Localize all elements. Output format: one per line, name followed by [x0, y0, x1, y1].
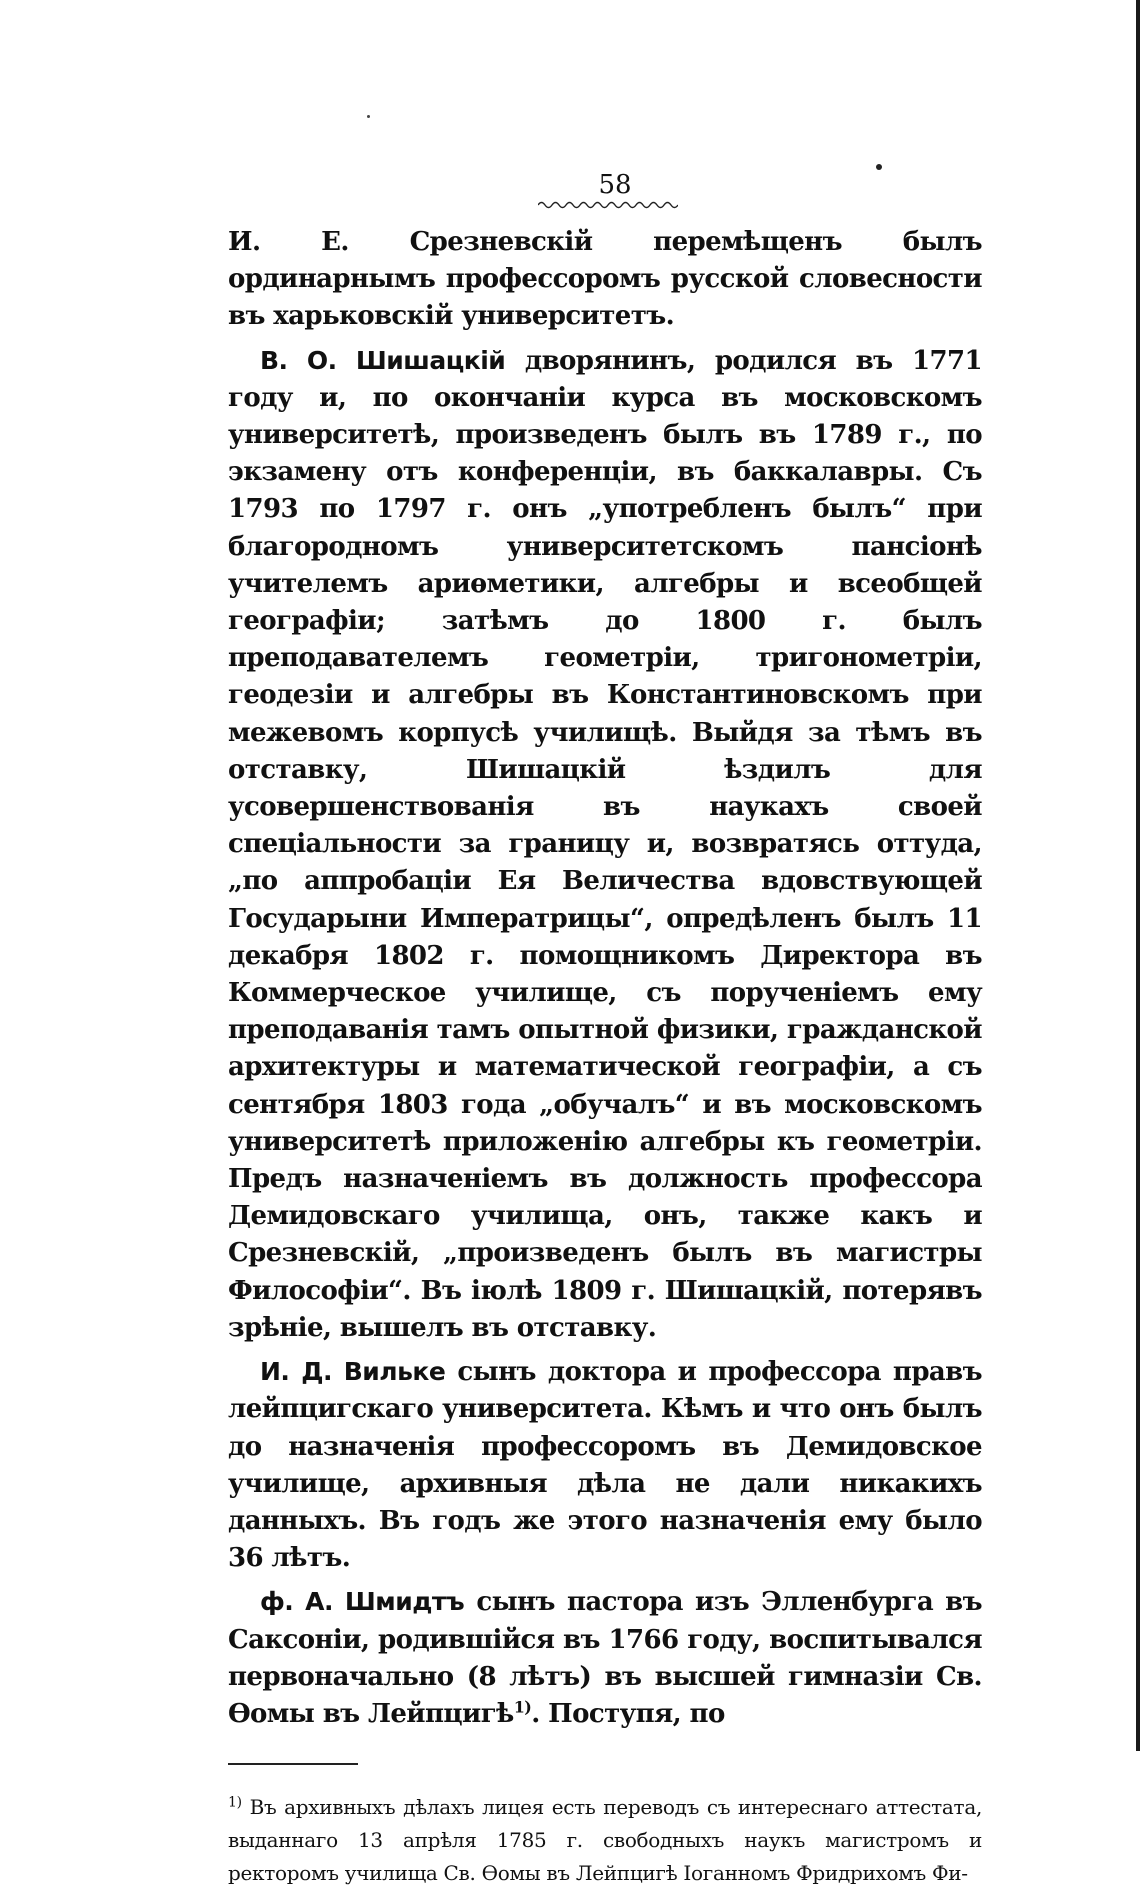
footnote-text: Въ архивныхъ дѣлахъ лицея есть переводъ съ интереснаго аттестата, выданнаго 13 апрѣля 1785 г. свободныхъ наукъ магистромъ и ректоромъ училища Св. Ѳомы въ Лейпцигѣ Іоганномъ Фридрихомъ Фи-	[228, 1795, 982, 1886]
footnote-mark: 1	[228, 1794, 237, 1811]
wavy-ornament-icon	[538, 200, 678, 210]
paragraph-text: дворянинъ, родился въ 1771 году и, по окончаніи курса въ московскомъ университетѣ, произведенъ былъ въ 1789 г., по экзамену отъ конференціи, въ баккалавры. Съ 1793 по 1797 г. онъ „употребленъ былъ“ при благородномъ университетскомъ пансіонѣ учителемъ ариѳметики, алгебры и всеобщей географіи; затѣмъ до 1800 г. былъ преподавателемъ геометріи, тригонометріи, геодезіи и алгебры въ Константиновскомъ при межевомъ корпусѣ училищѣ. Выйдя за тѣмъ въ отставку, Шишацкій ѣздилъ для усовершенствованія въ наукахъ своей спеціальности за границу и, возвратясь оттуда, „по аппробаціи Ея Величества вдовствующей Государыни Императрицы“, опредѣленъ былъ 11 декабря 1802 г. помощникомъ Директора въ Коммерческое училище, съ порученіемъ ему преподаванія тамъ опытной физики, гражданской архитектуры и математической географіи, а съ сентября 1803 года „обучалъ“ и въ московскомъ университетѣ приложенію алгебры къ геометріи. Предъ назначеніемъ въ должность профессора Демидовскаго училища, онъ, также какъ и Срезневскій, „произведенъ былъ въ магистры Философіи“. Въ іюлѣ 1809 г. Шишацкій, потерявъ зрѣніе, вышелъ въ отставку.	[228, 345, 982, 1343]
footnote-divider	[228, 1763, 358, 1765]
paragraph-schmidt	[228, 1583, 982, 1733]
body-text	[228, 224, 982, 1733]
paragraph-sreznevsky: И. Е. Срезневскій перемѣщенъ былъ ординарнымъ профессоромъ русской словесности въ харьковскій университетъ.	[228, 227, 982, 332]
paragraph-text: сынъ доктора и профессора правъ лейпцигскаго университета. Кѣмъ и что онъ былъ до назначенія профессоромъ въ Демидовское училище, архивныя дѣла не дали никакихъ данныхъ. Въ годъ же этого назначенія ему было 36 лѣтъ.	[228, 1357, 982, 1574]
person-name: В. О. Шишацкій	[260, 345, 506, 375]
page-content	[228, 170, 982, 1890]
person-name: И. Д. Вильке	[260, 1357, 446, 1387]
page-number: 58	[598, 170, 632, 200]
paragraph-text-end: . Поступя, по	[531, 1698, 725, 1729]
footnote-reference[interactable]: 1)	[513, 1697, 532, 1717]
person-name: ф. А. Шмидтъ	[260, 1587, 465, 1617]
paragraph-text: сынъ пастора изъ Элленбурга въ Саксоніи, родившійся въ 1766 году, воспитывался первоначально (8 лѣтъ) въ высшей гимназіи Св. Ѳомы въ Лейпцигѣ	[228, 1587, 982, 1729]
scan-edge-line	[1136, 0, 1140, 1751]
paragraph-vilke	[228, 1353, 982, 1577]
ink-speck	[367, 115, 370, 118]
footnote: $^{1)}$ Въ архивныхъ дѣлахъ лицея есть переводъ съ интереснаго аттестата, выданнаго 13 апрѣля 1785 г. свободныхъ наукъ магистромъ и ректоромъ училища Св. Ѳомы въ Лейпцигѣ Іоганномъ Фридрихомъ Фи-	[228, 1794, 982, 1886]
paragraph-shishatsky	[228, 342, 982, 1347]
